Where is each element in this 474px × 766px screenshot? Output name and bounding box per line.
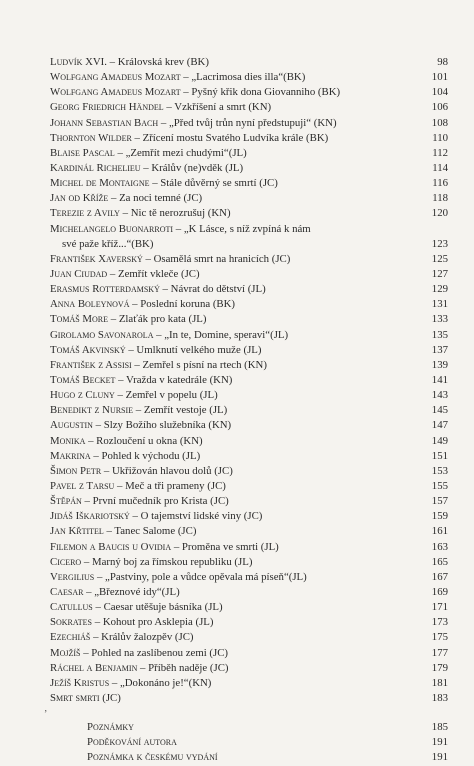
toc-entry [50,570,420,585]
toc-entries [50,55,448,706]
toc-author: Tomáš Akvinský [50,343,126,356]
toc-row [50,646,448,661]
toc-row [50,661,448,676]
back-matter-title: Poděkování autora [87,736,177,749]
toc-title: – „Březnové idy“(JL) [83,585,180,598]
toc-author: Filemon a Baucis u Ovidia [50,540,172,553]
toc-title: – Stále důvěrný se smrtí (JC) [149,177,278,190]
toc-title: – Nic tě nerozrušuj (KN) [119,207,231,220]
table-of-contents [50,55,448,766]
toc-page-number: 137 [431,343,448,356]
toc-entry [50,540,420,555]
toc-page-number: 104 [431,86,448,99]
toc-author: Mojžíš [50,646,81,659]
toc-author: Juan Ciudad [50,268,108,280]
toc-title: – První mučedník pro Krista (JC) [81,495,229,508]
toc-author: Terezie z Avily [50,207,120,220]
toc-title: – Zemřít vkleče (JC) [107,268,200,280]
toc-row [50,676,448,691]
toc-entry [50,646,420,661]
toc-entry [50,449,420,464]
toc-author: Catullus [50,601,93,614]
toc-title: – Zřícení mostu Svatého Ludvíka krále (BK) [131,131,329,144]
toc-row [50,206,448,221]
toc-author: Wolfgang Amadeus Mozart [50,71,181,84]
back-matter-row [87,735,448,750]
toc-title: – Kohout pro Asklepia (JL) [92,616,214,629]
toc-row [50,585,448,600]
toc-title: – Ukřižován hlavou dolů (JC) [101,464,233,477]
toc-page-number: 112 [432,146,448,159]
toc-entry [50,615,420,630]
toc-page-number: 183 [431,691,448,704]
toc-row [50,267,448,282]
toc-page-number: 175 [431,631,448,644]
toc-entry [50,116,420,131]
toc-row [50,358,448,373]
toc-page-number: 101 [431,71,448,84]
toc-row [50,600,448,615]
toc-author: Benedikt z Nursie [50,404,134,417]
toc-entry [50,661,420,676]
toc-page-number: 161 [431,525,448,538]
toc-author: Michel de Montaigne [50,177,150,190]
toc-entry [50,418,420,433]
toc-page-number: 177 [431,646,448,659]
toc-title: – Slzy Božího služebníka (KN) [92,419,232,432]
toc-entry [50,282,420,297]
toc-row [50,479,448,494]
toc-row [50,540,448,555]
toc-entry [50,509,420,524]
toc-entry [50,524,420,539]
toc-page-number: 110 [432,131,448,144]
toc-page-number: 169 [431,585,448,598]
toc-entry [50,70,420,85]
toc-page-number: 181 [431,676,448,689]
toc-page-number: 163 [431,540,448,553]
toc-row [50,449,448,464]
toc-page-number: 98 [437,56,448,68]
toc-entry [50,585,420,600]
toc-page-number: 153 [431,464,448,477]
toc-page-number: 108 [431,116,448,129]
toc-author: Jan od Kříže [50,192,109,205]
toc-page-number: 120 [431,207,448,220]
toc-author: Cicero [50,555,82,568]
toc-page-number: 116 [432,177,448,190]
toc-row [50,494,448,509]
toc-author: Michelangelo Buonarroti [50,222,174,235]
back-matter-page: 191 [431,751,448,764]
toc-title: – Za noci temné (JC) [108,192,203,205]
toc-entry [50,85,420,100]
toc-title: – Pohled k východu (JL) [90,449,201,462]
toc-row [50,176,448,191]
toc-page-number: 173 [431,616,448,629]
toc-entry [50,297,420,312]
toc-title-continued: své paže kříž...“(BK) [62,237,154,250]
toc-author: Tomáš Becket [50,373,116,386]
back-matter-row [87,750,448,765]
toc-author: Johann Sebastian Bach [50,116,159,129]
toc-title: – Zemřel s písní na rtech (KN) [131,358,267,371]
toc-entry [50,358,420,373]
toc-page-number: 133 [431,313,448,326]
toc-page-number: 171 [431,601,448,614]
toc-title: – Proměna ve smrti (JL) [171,540,279,553]
toc-page-number: 157 [431,495,448,508]
toc-entry [50,464,420,479]
toc-title: – Rozloučení u okna (KN) [85,434,203,447]
footer-mark: ‚ [44,703,48,714]
toc-page-number: 135 [431,328,448,341]
toc-row [50,191,448,206]
toc-author: Jan Křtitel [50,525,104,538]
toc-author: Jidáš Iškariotský [50,510,130,523]
toc-row [50,70,448,85]
toc-title: – „Dokonáno je!“(KN) [109,676,212,689]
toc-entry [50,191,420,206]
toc-row [50,131,448,146]
toc-page-number: 129 [431,283,448,296]
toc-author: Sokrates [50,616,93,629]
toc-entry [50,555,420,570]
toc-title: – Tanec Salome (JC) [103,525,197,538]
toc-title: – Příběh naděje (JC) [137,661,229,674]
toc-row [50,691,448,706]
toc-page-number: 143 [431,389,448,402]
toc-row [50,297,448,312]
toc-title: – Zemřel v popelu (JL) [114,389,218,402]
toc-row [50,312,448,327]
toc-title: – Vzkříšení a smrt (KN) [163,101,272,114]
toc-author: Makrina [50,449,91,462]
toc-row [50,55,448,70]
toc-title: – Zemřít vestoje (JL) [133,404,228,417]
toc-title: – Pohled na zaslíbenou zemi (JC) [80,646,229,659]
toc-title: – Pyšný křik dona Giovanniho (BK) [180,86,341,99]
toc-entry [50,161,420,176]
toc-row [50,555,448,570]
toc-page-number: 118 [432,192,448,205]
toc-page-number: 123 [431,237,448,250]
toc-author: Smrt smrti [50,691,100,704]
toc-row [50,403,448,418]
toc-row [50,388,448,403]
toc-author: Pavel z Tarsu [50,479,115,492]
toc-author: Ježíš Kristus [50,676,110,689]
toc-page-number: 165 [431,555,448,568]
toc-title: – Královská krev (BK) [106,56,209,68]
toc-entry [50,403,420,418]
toc-page-number: 179 [431,661,448,674]
toc-page-number: 114 [432,161,448,174]
toc-entry [50,222,420,252]
toc-page-number: 159 [431,510,448,523]
toc-entry [50,55,420,70]
toc-title: – Králův žalozpěv (JC) [90,631,194,644]
toc-row [50,630,448,645]
toc-title: – Poslední koruna (BK) [129,298,236,311]
toc-row [50,146,448,161]
toc-entry [50,131,420,146]
toc-title: – Králův (ne)vděk (JL) [140,161,244,174]
toc-title: – Návrat do dětství (JL) [159,283,266,296]
toc-row [50,116,448,131]
toc-author: Caesar [50,585,84,598]
toc-row [50,615,448,630]
toc-row [50,100,448,115]
toc-author: Kardinál Richelieu [50,161,141,174]
toc-row [50,343,448,358]
toc-entry [50,373,420,388]
toc-entry [50,479,420,494]
toc-title: – „Zemřít mezi chudými“(JL) [114,146,247,159]
toc-entry [50,388,420,403]
toc-author: Tomáš More [50,313,109,326]
toc-author: Blaise Pascal [50,146,115,159]
toc-entry [50,600,420,615]
toc-page-number: 151 [431,449,448,462]
toc-title: – „K Lásce, s níž zvpíná k nám [173,222,311,235]
toc-page-number: 139 [431,358,448,371]
toc-author: Erasmus Rotterdamský [50,283,160,296]
toc-title: – O tajemství lidské viny (JC) [129,510,263,523]
toc-row [50,509,448,524]
toc-author: Vergilius [50,570,95,583]
toc-entry [50,328,420,343]
toc-author: František z Assisi [50,358,132,371]
toc-entry [50,100,420,115]
toc-author: Monika [50,434,86,447]
toc-author: Wolfgang Amadeus Mozart [50,86,181,99]
toc-title: – Zlaťák pro kata (JL) [108,313,207,326]
toc-back-matter [50,720,448,765]
toc-page-number: 141 [431,373,448,386]
toc-author: František Xaverský [50,252,143,265]
toc-entry [50,691,420,706]
toc-entry [50,146,420,161]
toc-entry [50,676,420,691]
toc-entry [50,630,420,645]
toc-title: – Umlknutí velkého muže (JL) [125,343,262,356]
toc-author: Ráchel a Benjamin [50,661,138,674]
toc-title: – „In te, Domine, speravi“(JL) [153,328,289,341]
toc-row [50,570,448,585]
toc-entry [50,252,420,267]
toc-page-number: 127 [431,268,448,280]
toc-author: Georg Friedrich Händel [50,101,164,114]
toc-title: – „Před tvůj trůn nyní předstupuji“ (KN) [158,116,337,129]
toc-page-number: 149 [431,434,448,447]
toc-entry [50,312,420,327]
toc-row [50,373,448,388]
toc-entry [50,343,420,358]
toc-row [50,328,448,343]
toc-entry [50,267,420,282]
toc-row [50,282,448,297]
toc-author: Ludvík XVI. [50,56,107,68]
toc-author: Girolamo Savonarola [50,328,154,341]
toc-page-number: 147 [431,419,448,432]
toc-title: – Meč a tři prameny (JC) [114,479,226,492]
toc-author: Ezechiáš [50,631,91,644]
toc-row [50,418,448,433]
toc-author: Thornton Wilder [50,131,132,144]
toc-title: – Osamělá smrt na hranicích (JC) [142,252,291,265]
toc-row [50,464,448,479]
toc-row [50,222,448,252]
toc-author: Štěpán [50,495,82,508]
toc-page-number: 106 [431,101,448,114]
toc-page-number: 145 [431,404,448,417]
toc-row [50,161,448,176]
toc-title: – Vražda v katedrále (KN) [115,373,233,386]
toc-title: – „Pastviny, pole a vůdce opěvala má píseň“(JL) [94,570,307,583]
toc-page-number: 131 [431,298,448,311]
toc-title: (JC) [99,691,121,704]
toc-row [50,524,448,539]
toc-row [50,252,448,267]
toc-author: Augustin [50,419,93,432]
toc-row [50,434,448,449]
back-matter-title: Poznámky [87,721,134,734]
toc-page-number: 167 [431,570,448,583]
toc-title: – Caesar utěšuje básníka (JL) [92,601,223,614]
toc-entry [50,494,420,509]
toc-entry [50,206,420,221]
toc-entry [50,434,420,449]
toc-page-number: 155 [431,479,448,492]
back-matter-page: 185 [431,721,448,734]
toc-entry [50,176,420,191]
toc-author: Anna Boleynová [50,298,130,311]
toc-author: Hugo z Cluny [50,389,115,402]
toc-author: Šimon Petr [50,464,102,477]
back-matter-page: 191 [431,736,448,749]
toc-title: – Marný boj za římskou republiku (JL) [81,555,253,568]
toc-title: – „Lacrimosa dies illa“(BK) [180,71,306,84]
back-matter-title: Poznámka k českému vydání [87,751,218,764]
back-matter-row [87,720,448,735]
toc-row [50,85,448,100]
toc-page-number: 125 [431,252,448,265]
